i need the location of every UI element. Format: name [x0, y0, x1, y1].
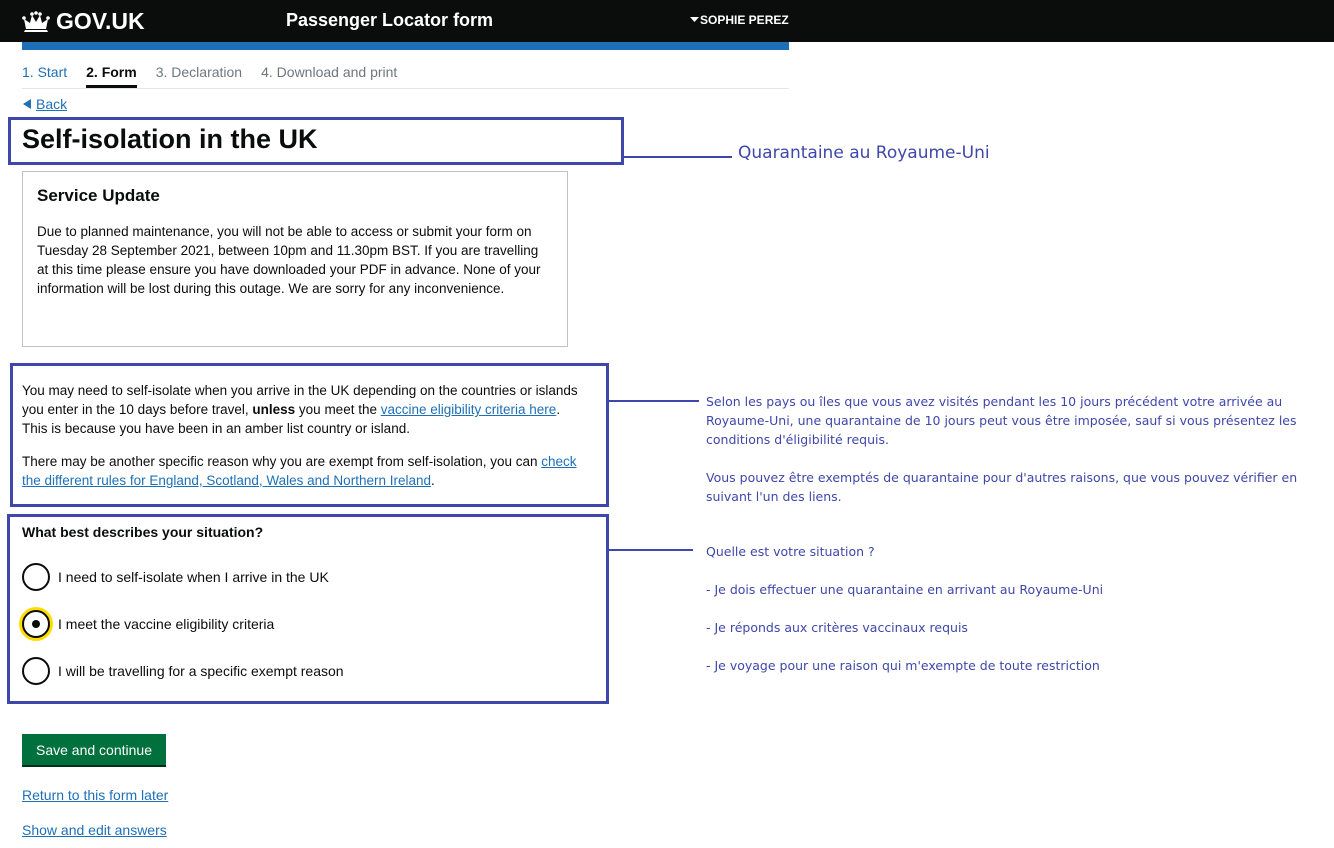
triangle-left-icon: [22, 99, 32, 109]
header-accent-bar: [22, 42, 789, 50]
info-highlight-box: [10, 363, 609, 507]
logo-text: GOV.UK: [56, 8, 145, 34]
title-highlight-box: [8, 117, 624, 165]
step-navigation: [22, 64, 789, 89]
info-annotation-line: [609, 400, 699, 402]
radio-label[interactable]: I need to self-isolate when I arrive in the UK: [58, 569, 329, 585]
option-translation-3: - Je voyage pour une raison qui m'exempte de toute restriction: [706, 658, 1100, 673]
info-translation-1: Selon les pays ou îles que vous avez visités pendant les 10 jours précédent votre arrivée au Royaume-Uni, une quarantaine de 10 jours peut vous être imposée, sauf si vous présentez les conditions d'éligibilité requis.: [706, 394, 1297, 447]
question-translation: Quelle est votre situation ?: [706, 544, 875, 559]
back-link-label: Back: [36, 96, 68, 112]
rules-by-nation-link[interactable]: check the different rules for England, Scotland, Wales and Northern Ireland: [22, 454, 577, 488]
notice-title: Service Update: [37, 186, 160, 205]
info-emphasis: unless: [252, 402, 296, 417]
info-text: you meet the: [295, 402, 381, 417]
radio-label[interactable]: I will be travelling for a specific exempt reason: [58, 663, 344, 679]
option-translation-1: - Je dois effectuer une quarantaine en arrivant au Royaume-Uni: [706, 582, 1104, 597]
info-text: . This is because you have been in an amber list country or island.: [22, 402, 561, 436]
info-text: You may need to self-isolate when you arrive in the UK depending on the countries or islands you enter in the 10 days before travel,: [22, 383, 578, 417]
page-title: Self-isolation in the UK: [22, 124, 318, 154]
service-name[interactable]: Passenger Locator form: [286, 10, 494, 30]
account-name: SOPHIE PEREZ: [700, 13, 789, 27]
title-annotation-line: [624, 156, 732, 158]
info-text: There may be another specific reason why you are exempt from self-isolation, you can: [22, 454, 542, 469]
account-menu[interactable]: [690, 13, 789, 27]
show-edit-answers-link[interactable]: Show and edit answers: [22, 822, 167, 838]
question-highlight-box: [7, 514, 609, 704]
step-start[interactable]: 1. Start: [22, 64, 68, 80]
info-translation-2: Vous pouvez être exemptés de quarantaine pour d'autres raisons, que vous pouvez vérifier en suivant l'un des liens.: [706, 470, 1298, 504]
crown-icon: [22, 11, 50, 33]
notice-body: Due to planned maintenance, you will not be able to access or submit your form on Tuesday 28 September 2021, between 10pm and 11.30pm BST. If you are travelling at this time please ensure you have downloaded your PDF in advance. None of your information will be lost during this outage. We are sorry for any inconvenience.: [37, 224, 541, 296]
header-bar: [0, 0, 1334, 42]
situation-question: What best describes your situation?: [22, 524, 264, 540]
question-annotation-line: [609, 549, 693, 551]
vaccine-eligibility-link[interactable]: vaccine eligibility criteria here: [380, 402, 557, 417]
step-download-print: 4. Download and print: [261, 64, 398, 80]
option-translation-2: - Je réponds aux critères vaccinaux requis: [706, 620, 968, 635]
caret-down-icon: [690, 17, 699, 23]
radio-label[interactable]: I meet the vaccine eligibility criteria: [58, 616, 275, 632]
title-translation: Quarantaine au Royaume-Uni: [738, 143, 990, 163]
service-update-notice: [22, 171, 568, 347]
govuk-logo[interactable]: [22, 8, 145, 35]
step-declaration: 3. Declaration: [155, 64, 243, 80]
save-and-continue-button[interactable]: Save and continue: [22, 734, 166, 765]
step-form[interactable]: 2. Form: [86, 64, 137, 88]
back-link[interactable]: [22, 96, 67, 112]
return-later-link[interactable]: Return to this form later: [22, 787, 169, 803]
info-text: .: [431, 473, 435, 488]
